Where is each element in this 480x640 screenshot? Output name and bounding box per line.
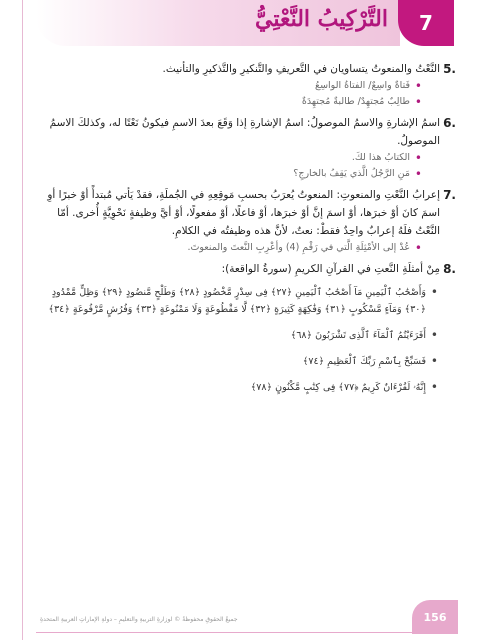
verse-line: • وَأَصْحَٰبُ ٱلْيَمِينِ مَآ أَصْحَٰبُ ٱلْيَمِينِ ﴿٢٧﴾ فِى سِدْرٍ مَّخْضُودٍ ﴿٢٨﴾ وَطَلْحٍ مَّنضُودٍ ﴿٢٩﴾ وَظِلٍّ مَّمْدُودٍ ﴿٣٠﴾ وَمَآءٍ مَّسْكُوبٍ ﴿٣١﴾ وَفَٰكِهَةٍ كَثِيرَةٍ ﴿٣٢﴾ لَّا مَقْطُوعَةٍ وَلَا مَمْنُوعَةٍ ﴿٣٣﴾ وَفُرُشٍ مَّرْفُوعَةٍ ﴿٣٤﴾ <box>34 284 456 318</box>
rule-number: 7. <box>443 188 456 202</box>
rule-text: مِنْ أمثلَةِ النَّعتِ في القرآنِ الكريمِ (سورةُ الواقعة): <box>221 263 440 275</box>
rule-text: إعرابُ النَّعْتِ والمنعوتِ: المنعوتُ يُعرَبُ بحسبِ مَوقِعِهِ في الجُملَةِ، فقدْ يَأتي مُبتدأً أوْ خبرًا أوِ اسمَ كانَ أوْ خبرَها، أوْ اسمَ إنَّ أوْ خبرَها، أوْ فاعلًا، أوْ مفعولًا، أوْ أيَّ وظيفةٍ نَحْوِيَّةٍ أُخرى. أمّا النَّعْتُ فلَهُ إعرابٌ واحِدٌ فقطْ: نعتٌ، لأنَّ هذه وظيفتُه في الكلامِ. <box>47 189 440 237</box>
example-bullet: • مَنِ الرَّجُلُ الَّذي يَقِفُ بالخارجِ؟ <box>34 166 440 182</box>
lesson-number-badge <box>398 0 454 46</box>
example-bullet: • فَتاةٌ واسِعٌ/ الفتاةُ الواسِعُ <box>34 78 440 94</box>
exercise-bullet: • عُدْ إلى الأمْثِلَةِ الَّتي في رَقْمِ (4) وأعْرِبِ النَّعتَ والمنعوتَ. <box>34 240 440 256</box>
rule-item-5 <box>34 60 456 110</box>
rule-item-6 <box>34 114 456 182</box>
rule-number: 5. <box>443 62 456 76</box>
rule-number: 6. <box>443 116 456 130</box>
rule-number: 8. <box>443 262 456 276</box>
footer-rule <box>36 632 412 633</box>
example-bullet: • الكتابُ هذا لكَ. <box>34 150 440 166</box>
lesson-number: 7 <box>419 11 433 35</box>
verse-line: • إِنَّهُۥ لَقُرْءَانٌ كَرِيمٌ ﴿٧٧﴾ فِى كِتَٰبٍ مَّكْنُونٍ ﴿٧٨﴾ <box>34 379 456 396</box>
verse-line: • أَفَرَءَيْتُمُ ٱلْمَآءَ ٱلَّذِى تَشْرَبُونَ ﴿٦٨﴾ <box>34 327 456 344</box>
verse-line: • فَسَبِّحْ بِٱسْمِ رَبِّكَ ٱلْعَظِيمِ ﴿٧٤﴾ <box>34 353 456 370</box>
rule-item-8 <box>34 260 456 278</box>
rule-text: اسمُ الإشارةِ والاسمُ الموصولُ: اسمُ الإشارةِ إذا وَقَعَ بعدَ الاسمِ فيكونُ نَعْتًا له، وكذلكَ الاسمُ الموصولُ. <box>49 117 440 147</box>
page-number: 156 <box>423 610 447 624</box>
lesson-content <box>34 60 456 405</box>
rule-text: النَّعْتُ والمنعوتُ يتساويان في التَّعريفِ والتَّنكيرِ والتَّذكيرِ والتأنيث. <box>162 63 440 75</box>
example-bullet: • طالِبٌ مُجتهِدٌ/ طالبةٌ مُجتهِدَةٌ <box>34 94 440 110</box>
lesson-title: التَّرْكِيبُ النَّعْتِيُّ <box>254 6 388 32</box>
copyright-footer: جميعُ الحقوقِ محفوظةٌ © لوزارةِ التربيةِ والتعليمِ – دولةِ الإماراتِ العربيةِ المتحدةِ <box>40 616 238 623</box>
quran-verses <box>34 284 456 396</box>
page-number-tab <box>412 600 458 634</box>
margin-rule <box>22 0 23 640</box>
rule-item-7 <box>34 186 456 256</box>
